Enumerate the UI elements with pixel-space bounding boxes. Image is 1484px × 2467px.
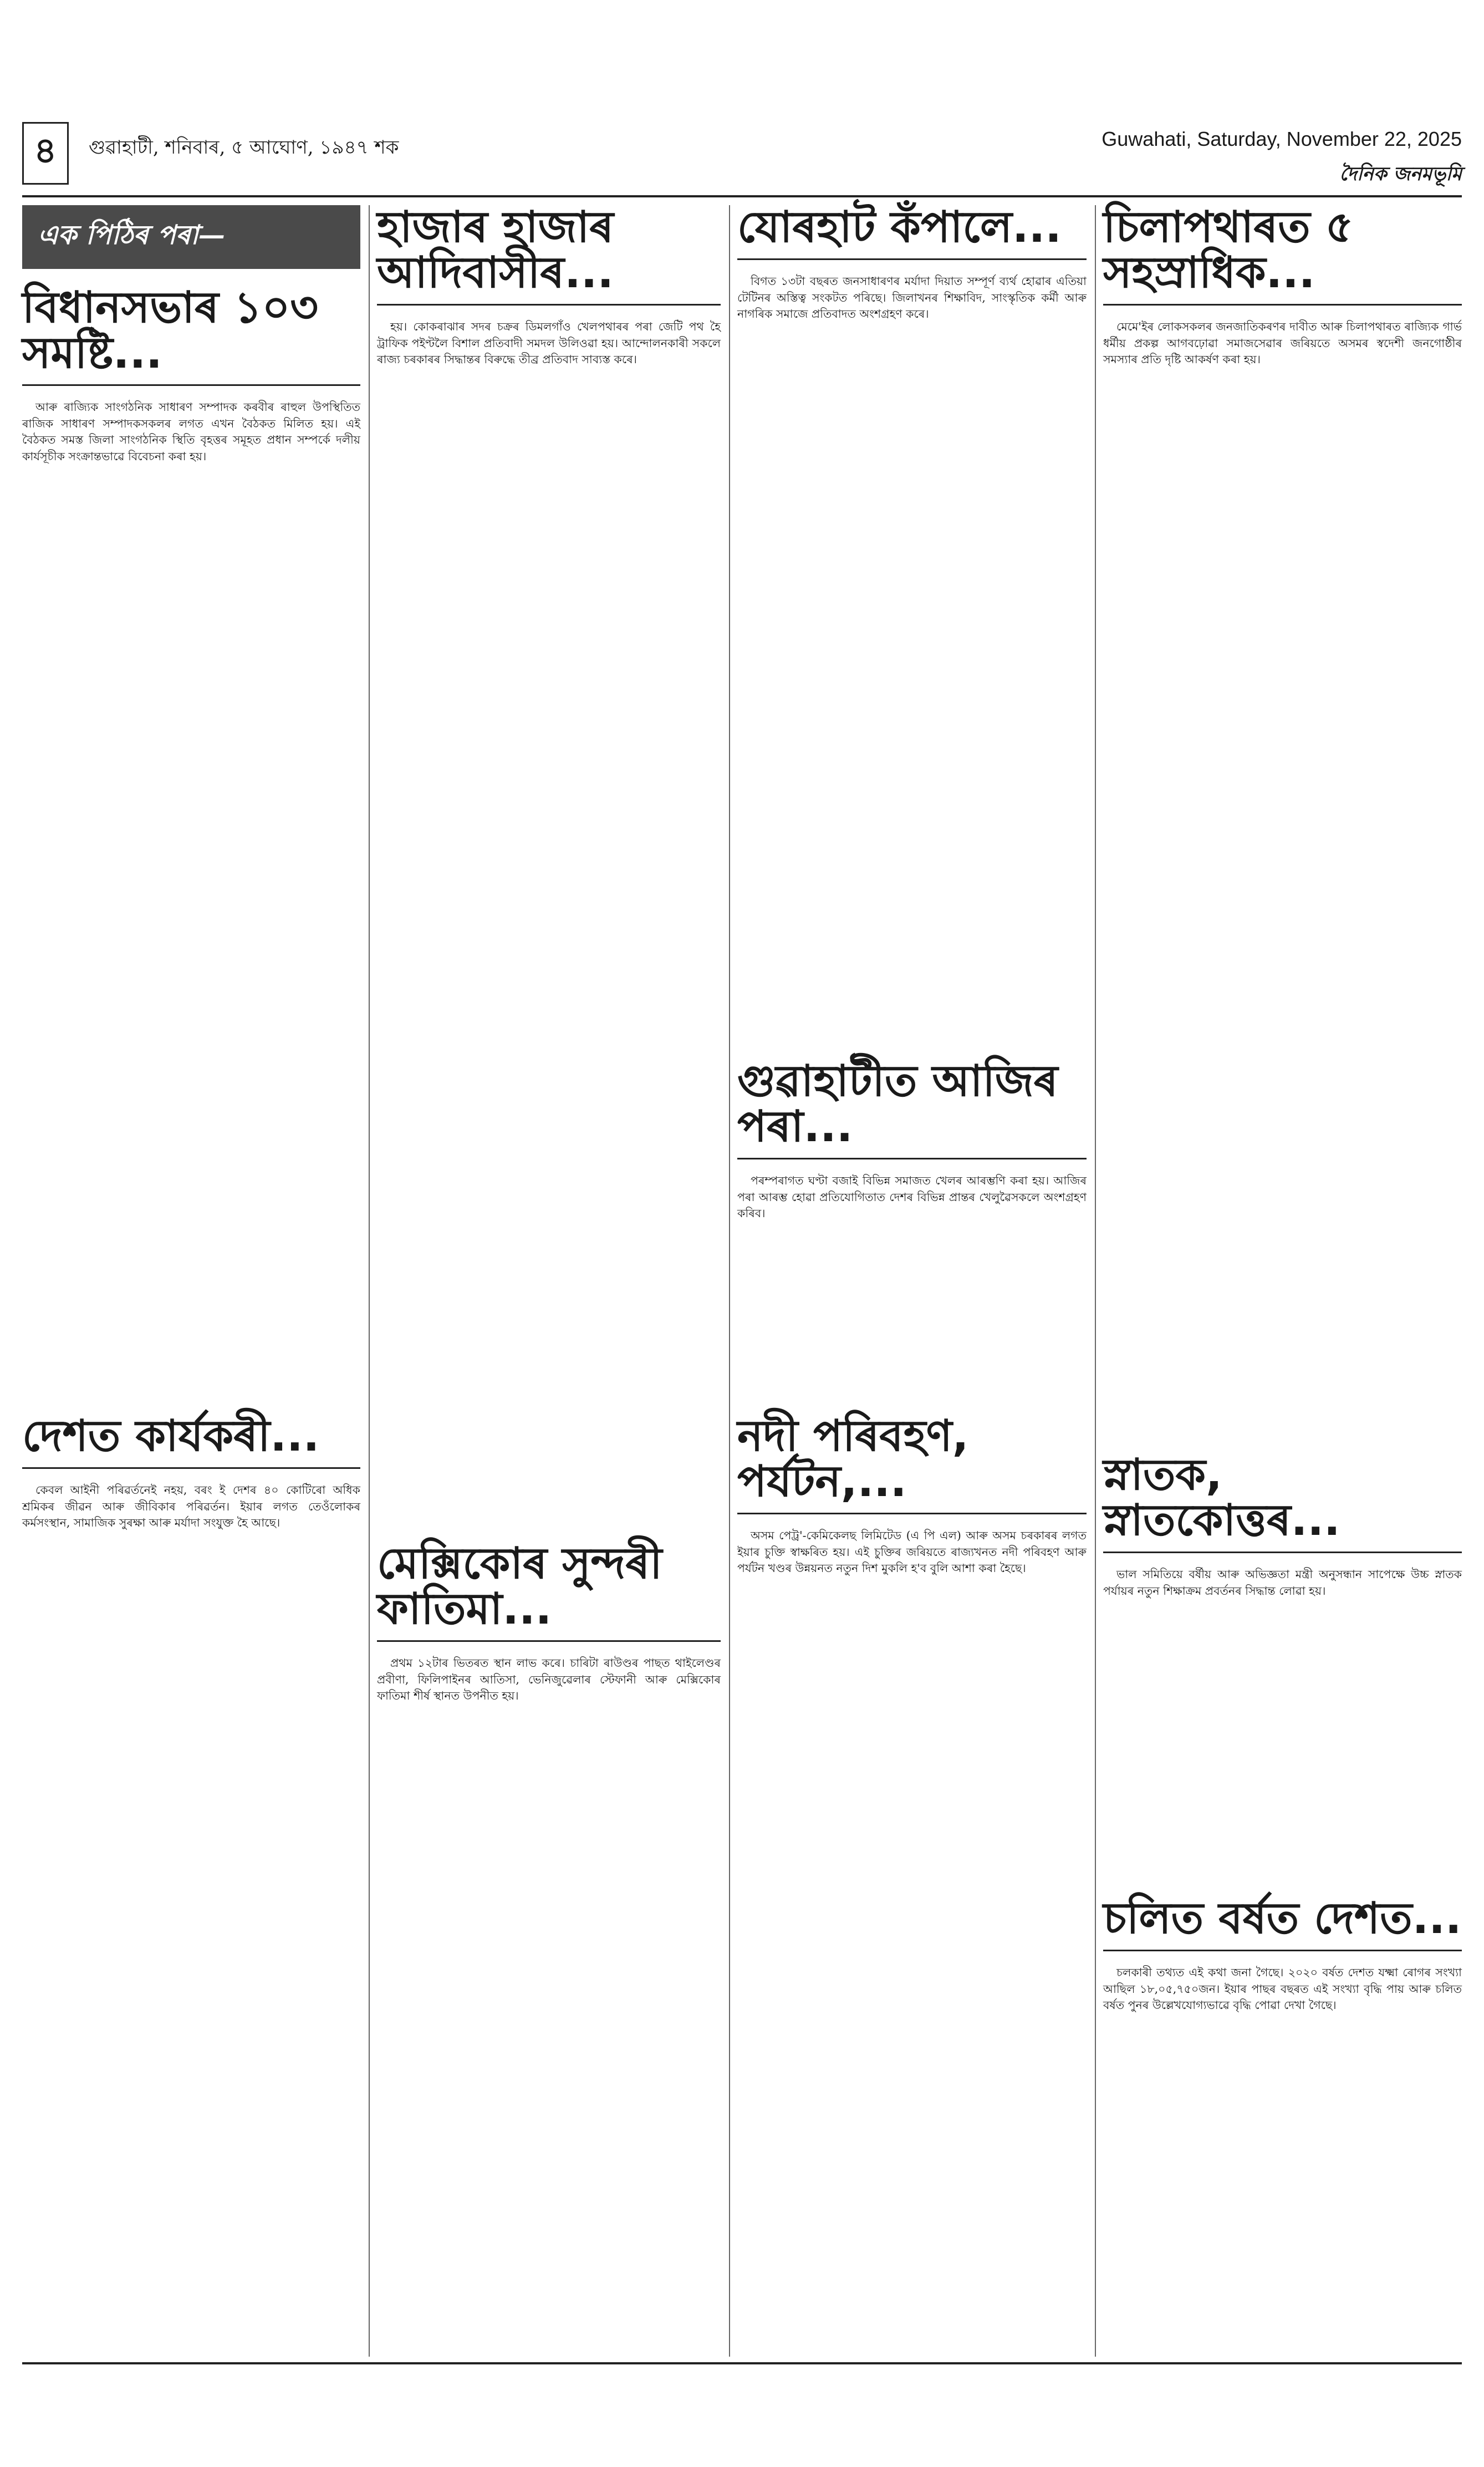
article-body xyxy=(377,1655,721,1705)
headline-fatima: মেক্সিকোৰ সুন্দৰী ফাতিমা... xyxy=(377,1542,721,1642)
footer-rule xyxy=(22,2362,1462,2364)
article-bidhansabha xyxy=(22,283,360,465)
article-body xyxy=(737,1528,1087,1577)
page-number: ৪ xyxy=(22,122,69,185)
column-1 xyxy=(22,205,360,1530)
article-desh-karyakori xyxy=(22,1411,360,1537)
column-2 xyxy=(377,202,721,1703)
column-divider xyxy=(369,205,370,2357)
article-body xyxy=(1103,1566,1462,1599)
masthead xyxy=(22,111,1462,194)
article-chilapathar xyxy=(1103,202,1462,368)
date-assamese: গুৱাহাটী, শনিবাৰ, ৫ আঘোণ, ১৯৪৭ শক xyxy=(89,136,399,159)
headline-chilapathar: চিলাপথাৰত ৫ সহস্ৰাধিক... xyxy=(1103,205,1462,306)
headline-nadi-paribahan: নদী পৰিবহণ, পৰ্যটন,... xyxy=(737,1414,1087,1514)
headline-chalit-barsha: চলিত বৰ্ষত দেশত... xyxy=(1103,1896,1462,1951)
article-body xyxy=(22,1482,360,1532)
header-rule xyxy=(22,195,1462,197)
column-divider xyxy=(1095,205,1096,2357)
article-lead: প্ৰথম ১২টাৰ ভিতৰত স্থান লাভ কৰে। চাৰিটা ৰাউণ্ডৰ পাছত থাইলেণ্ডৰ প্ৰবীণা, ফিলিপাইনৰ আতিসা, ভেনিজুৱেলাৰ স্টেফানী আৰু মেক্সিকোৰ ফাতিমা শীৰ্ষ স্থানত উপনীত হয়। xyxy=(377,1656,721,1703)
article-body xyxy=(1103,319,1462,368)
article-lead: অসম পেট্ৰ'-কেমিকেলছ লিমিটেড (এ পি এল) আৰু অসম চৰকাৰৰ লগত ইয়াৰ চুক্তি স্বাক্ষৰিত হয়। এই চুক্তিৰ জৰিয়তে ৰাজ্যখনত নদী পৰিবহণ আৰু পৰ্যটন খণ্ডৰ উন্নয়নত নতুন দিশ মুকলি হ'ব বুলি আশা কৰা হৈছে। xyxy=(737,1528,1087,1575)
headline-adibasi: হাজাৰ হাজাৰ আদিবাসীৰ... xyxy=(377,205,721,306)
article-body xyxy=(377,319,721,368)
article-nadi-paribahan xyxy=(737,1411,1087,1583)
article-adibasi xyxy=(377,202,721,368)
article-body xyxy=(22,399,360,465)
headline-desh-karyakori: দেশত কাৰ্যকৰী... xyxy=(22,1414,360,1469)
headline-guwahati: গুৱাহাটীত আজিৰ পৰা... xyxy=(737,1059,1087,1159)
article-snatak xyxy=(1103,1450,1462,1605)
headline-jorhat: যোৰহাট কঁপালে... xyxy=(737,205,1087,260)
date-english: Guwahati, Saturday, November 22, 2025 xyxy=(1101,128,1462,150)
article-lead: বিগত ১৩টা বছৰত জনসাধাৰণৰ মৰ্যাদা দিয়াত সম্পূৰ্ণ ব্যৰ্থ হোৱাৰ এতিয়া টেটিনৰ অস্তিত্ব সংকটত পৰিছে। জিলাখনৰ শিক্ষাবিদ, সাংস্কৃতিক কৰ্মী আৰু নাগৰিক সমাজে প্ৰতিবাদত অংশগ্ৰহণ কৰে। xyxy=(737,274,1087,321)
article-body xyxy=(737,1173,1087,1222)
article-lead: কেবল আইনী পৰিৱৰ্তনেই নহয়, বৰং ই দেশৰ ৪০ কোটিৰো অধিক শ্ৰমিকৰ জীৱন আৰু জীবিকাৰ পৰিৱৰ্তন। ইয়াৰ লগত তেওঁলোকৰ কৰ্মসংস্থান, সামাজিক সুৰক্ষা আৰু মৰ্যাদা সংযুক্ত হৈ আছে। xyxy=(22,1483,360,1530)
article-lead: হয়। কোকৰাঝাৰ সদৰ চক্ৰৰ ডিমলগাঁও খেলপথাৰৰ পৰা জেটি পথ হৈ ট্ৰাফিক পইণ্টলৈ বিশাল প্ৰতিবাদী সমদল উলিওৱা হয়। আন্দোলনকাৰী সকলে ৰাজ্য চৰকাৰৰ সিদ্ধান্তৰ বিৰুদ্ধে তীব্ৰ প্ৰতিবাদ সাব্যস্ত কৰে। xyxy=(377,319,721,367)
column-divider xyxy=(729,205,730,2357)
column-3 xyxy=(737,202,1087,1575)
headline-bidhansabha: বিধানসভাৰ ১০৩ সমষ্টি... xyxy=(22,286,360,386)
article-chalit-barsha xyxy=(1103,1896,1462,2020)
article-lead: পৰম্পৰাগত ঘণ্টা বজাই বিভিন্ন সমাজত খেলৰ আৰম্ভণি কৰা হয়। আজিৰ পৰা আৰম্ভ হোৱা প্ৰতিযোগিতাত দেশৰ বিভিন্ন প্ৰান্তৰ খেলুৱৈসকলে অংশগ্ৰহণ কৰিব। xyxy=(737,1173,1087,1220)
kicker: এক পিঠিৰ পৰা— xyxy=(22,205,360,269)
headline-snatak: স্নাতক, স্নাতকোত্তৰ... xyxy=(1103,1453,1462,1553)
article-lead: আৰু ৰাজ্যিক সাংগঠনিক সাধাৰণ সম্পাদক কৰবীৰ ৰাহুল উপস্থিতিত ৰাজিক সাধাৰণ সম্পাদকসকলৰ লগত এখন বৈঠকত মিলিত হয়। এই বৈঠকত সমস্ত জিলা সাংগঠনিক স্থিতি বৃহত্তৰ সমূহত প্ৰধান সম্পৰ্কে দলীয় কাৰ্যসূচীক সংক্ৰান্তভাৱে বিবেচনা কৰা হয়। xyxy=(22,400,360,463)
article-guwahati xyxy=(737,1056,1087,1228)
article-lead: চলকাৰী তথ্যত এই কথা জনা গৈছে। ২০২০ বৰ্ষত দেশত যক্ষ্মা ৰোগৰ সংখ্যা আছিল ১৮,০৫,৭৫০জন। ইয়াৰ পাছৰ বছৰত এই সংখ্যা বৃদ্ধি পায় আৰু চলিত বৰ্ষত পুনৰ উল্লেখযোগ্যভাৱে বৃদ্ধি পোৱা দেখা গৈছে। xyxy=(1103,1965,1462,2012)
article-lead: মেমে'ইৰ লোকসকলৰ জনজাতিকৰণৰ দাবীত আৰু চিলাপথাৰত ৰাজ্যিক গাৰ্ভ ধৰ্মীয় প্ৰকল্প আগবঢ়োৱা সমাজসেৱাৰ জৰিয়তে অসমৰ স্বদেশী জনগোষ্ঠীৰ সমস্যাৰ প্ৰতি দৃষ্টি আকৰ্ষণ কৰা হয়। xyxy=(1103,319,1462,367)
article-jorhat xyxy=(737,202,1087,323)
article-body xyxy=(1103,1965,1462,2014)
column-4 xyxy=(1103,202,1462,2012)
article-fatima xyxy=(377,1539,721,1710)
paper-name: দৈনিক জনমভূমি xyxy=(1339,163,1462,185)
article-lead: ভাল সমিতিয়ে বৰ্ষীয় আৰু অভিজ্ঞতা মন্ত্ৰী অনুসন্ধান সাপেক্ষে উচ্চ স্নাতক পৰ্যায়ৰ নতুন শিক্ষাক্ৰম প্ৰবৰ্তনৰ সিদ্ধান্ত লোৱা হয়। xyxy=(1103,1567,1462,1598)
article-body xyxy=(737,273,1087,323)
